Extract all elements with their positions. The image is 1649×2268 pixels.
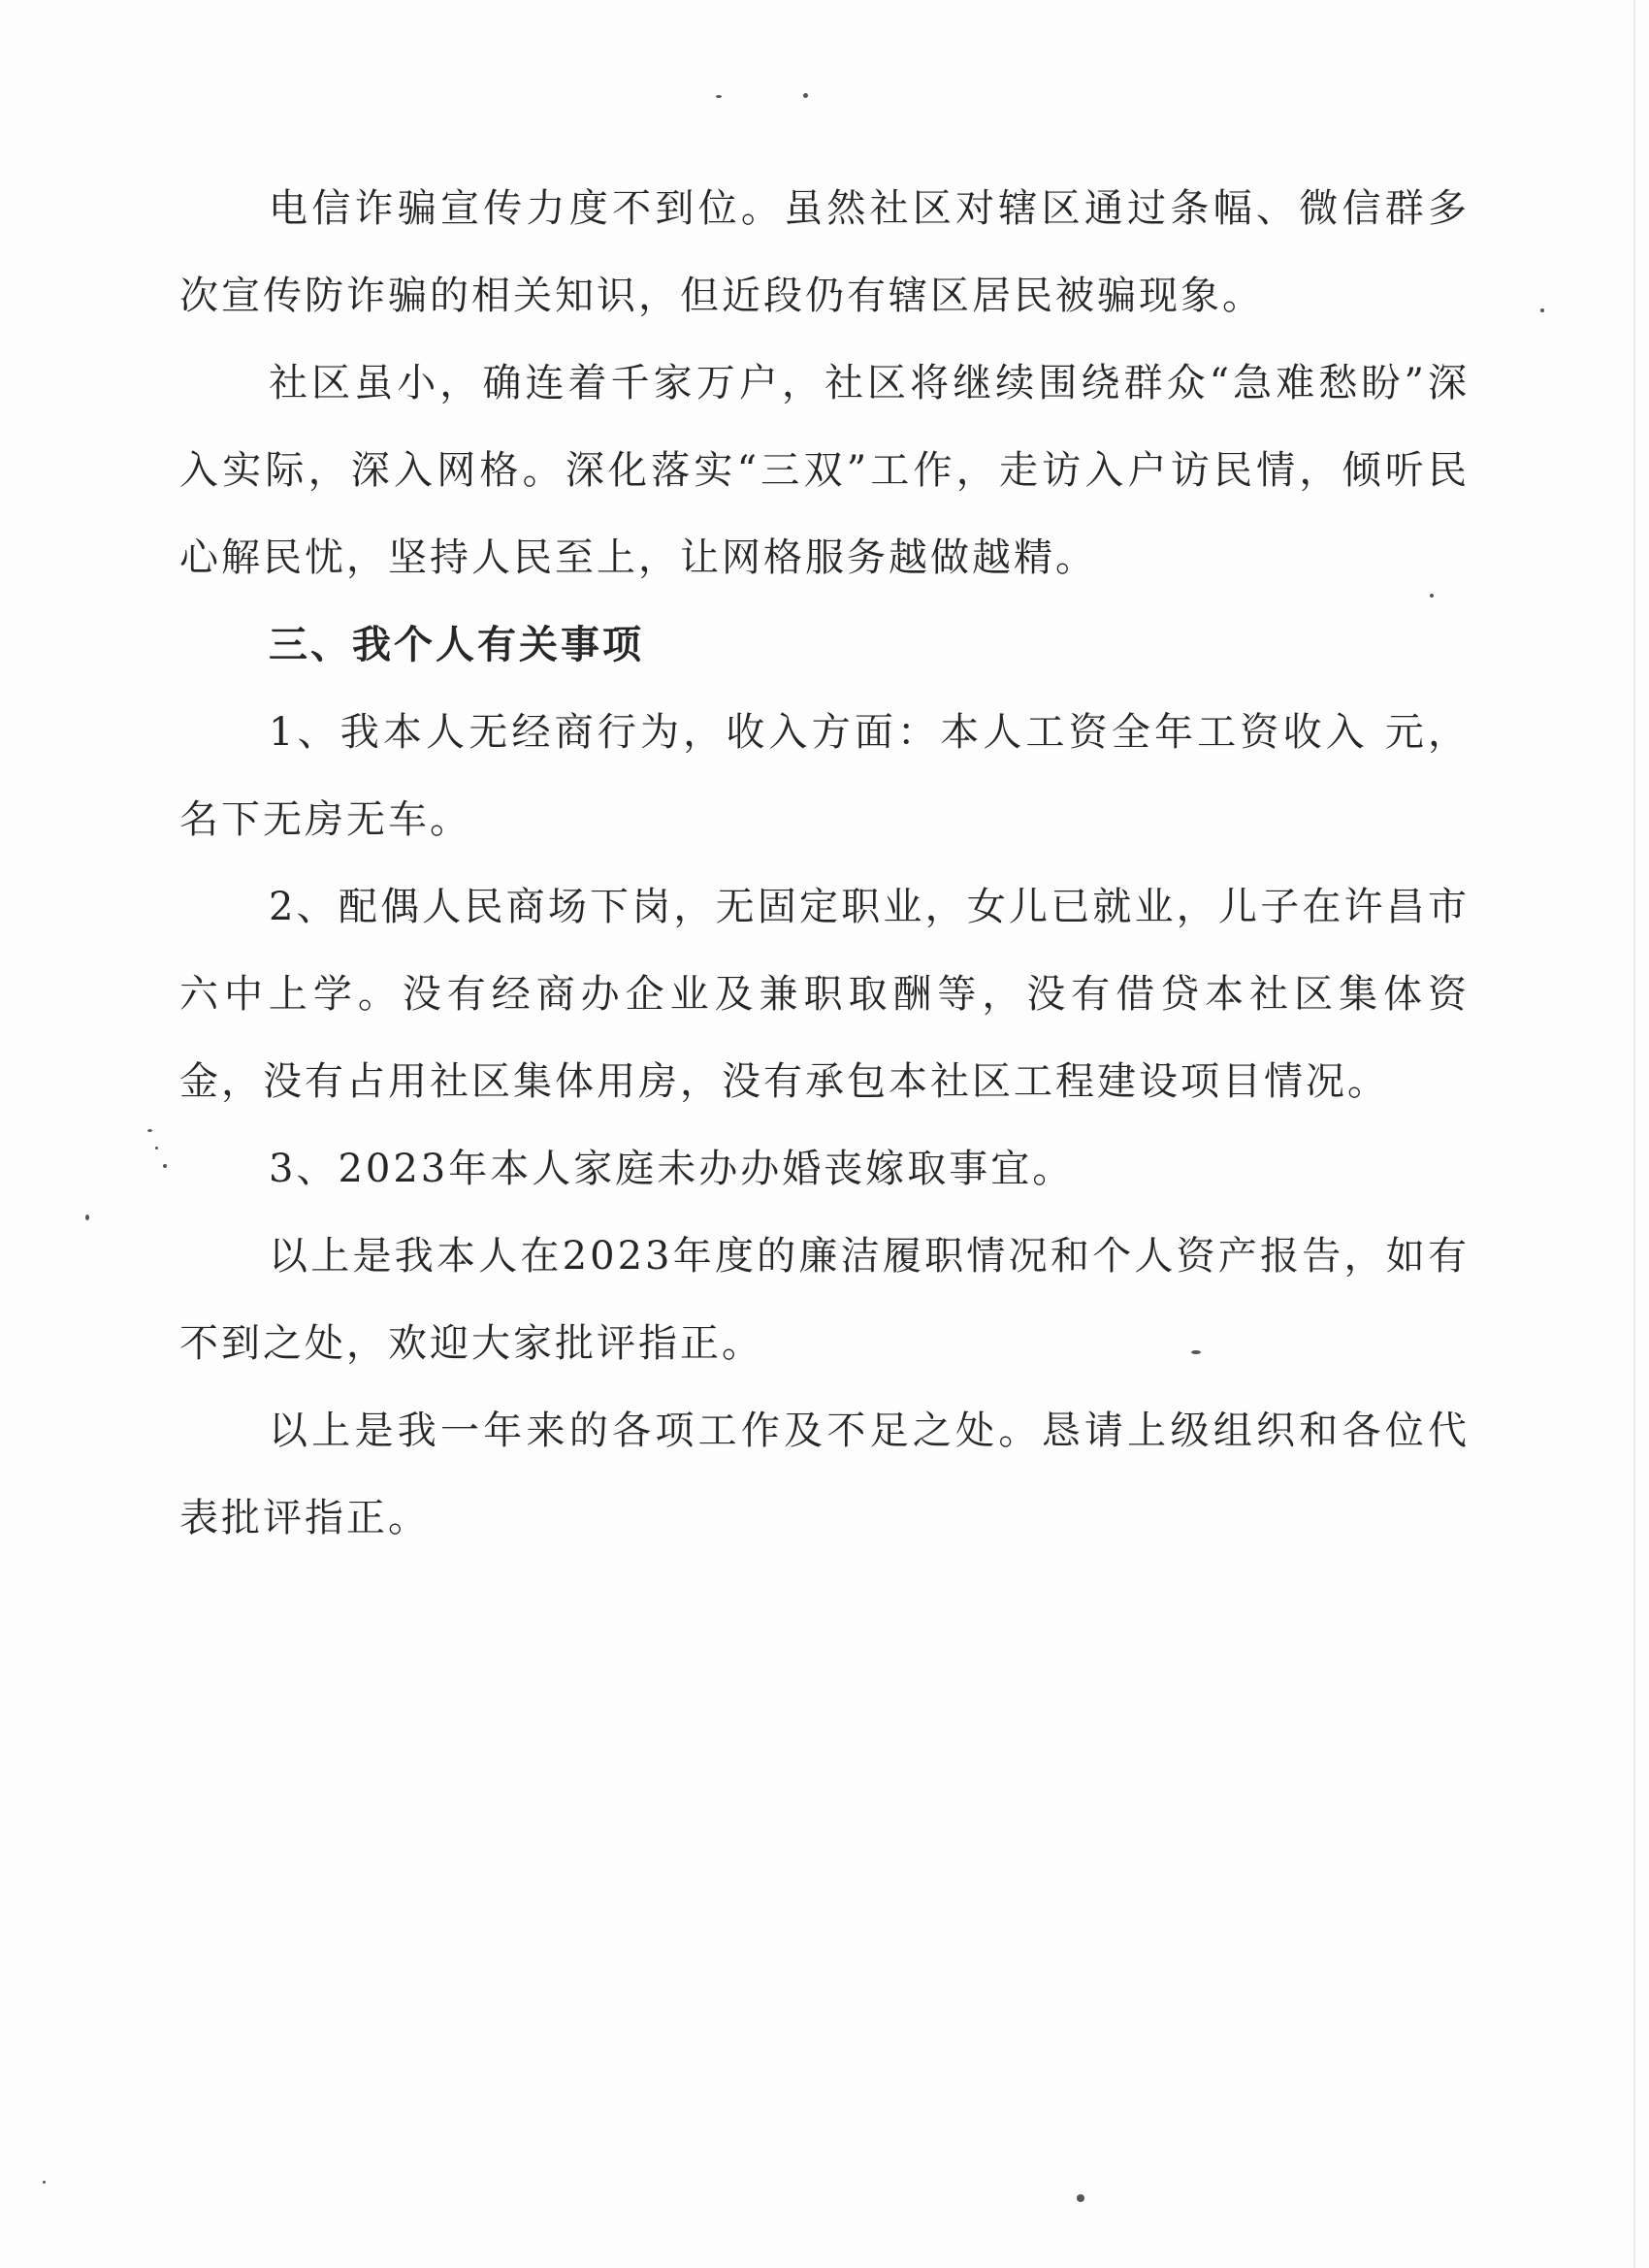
scan-speck (163, 1164, 167, 1168)
list-item-income: 1、我本人无经商行为，收入方面：本人工资全年工资收入 元，名下无房无车。 (179, 710, 1470, 842)
section-heading-personal-matters: 三、我个人有关事项 (269, 623, 644, 667)
scan-speck (43, 2181, 46, 2184)
scan-speck (716, 95, 722, 98)
scan-speck (1077, 2194, 1084, 2202)
document-body (179, 165, 1470, 1562)
scan-speck (803, 93, 808, 98)
list-item-family: 2、配偶人民商场下岗，无固定职业，女儿已就业，儿子在许昌市六中上学。没有经商办企业及兼职取酬等，没有借贷本社区集体资金，没有占用社区集体用房，没有承包本社区工程建设项目情况。 (179, 885, 1470, 1104)
paragraph-fraud-awareness: 电信诈骗宣传力度不到位。虽然社区对辖区通过条幅、微信群多次宣传防诈骗的相关知识，但近段仍有辖区居民被骗现象。 (179, 186, 1470, 318)
scan-edge-line (1633, 0, 1635, 2268)
scan-speck (147, 1129, 152, 1132)
list-item-events: 3、2023年本人家庭未办办婚丧嫁取事宜。 (269, 1147, 1075, 1191)
scan-speck (1540, 308, 1544, 312)
scan-speck (155, 1147, 158, 1150)
paragraph-report-summary: 以上是我本人在2023年度的廉洁履职情况和个人资产报告，如有不到之处，欢迎大家批评指正。 (179, 1234, 1470, 1366)
scan-speck (85, 1215, 89, 1220)
paragraph-community-service: 社区虽小，确连着千家万户，社区将继续围绕群众“急难愁盼”深入实际，深入网格。深化落实“三双”工作，走访入户访民情，倾听民心解民忧，坚持人民至上，让网格服务越做越精。 (179, 361, 1470, 580)
paragraph-closing: 以上是我一年来的各项工作及不足之处。恳请上级组织和各位代表批评指正。 (179, 1409, 1470, 1540)
